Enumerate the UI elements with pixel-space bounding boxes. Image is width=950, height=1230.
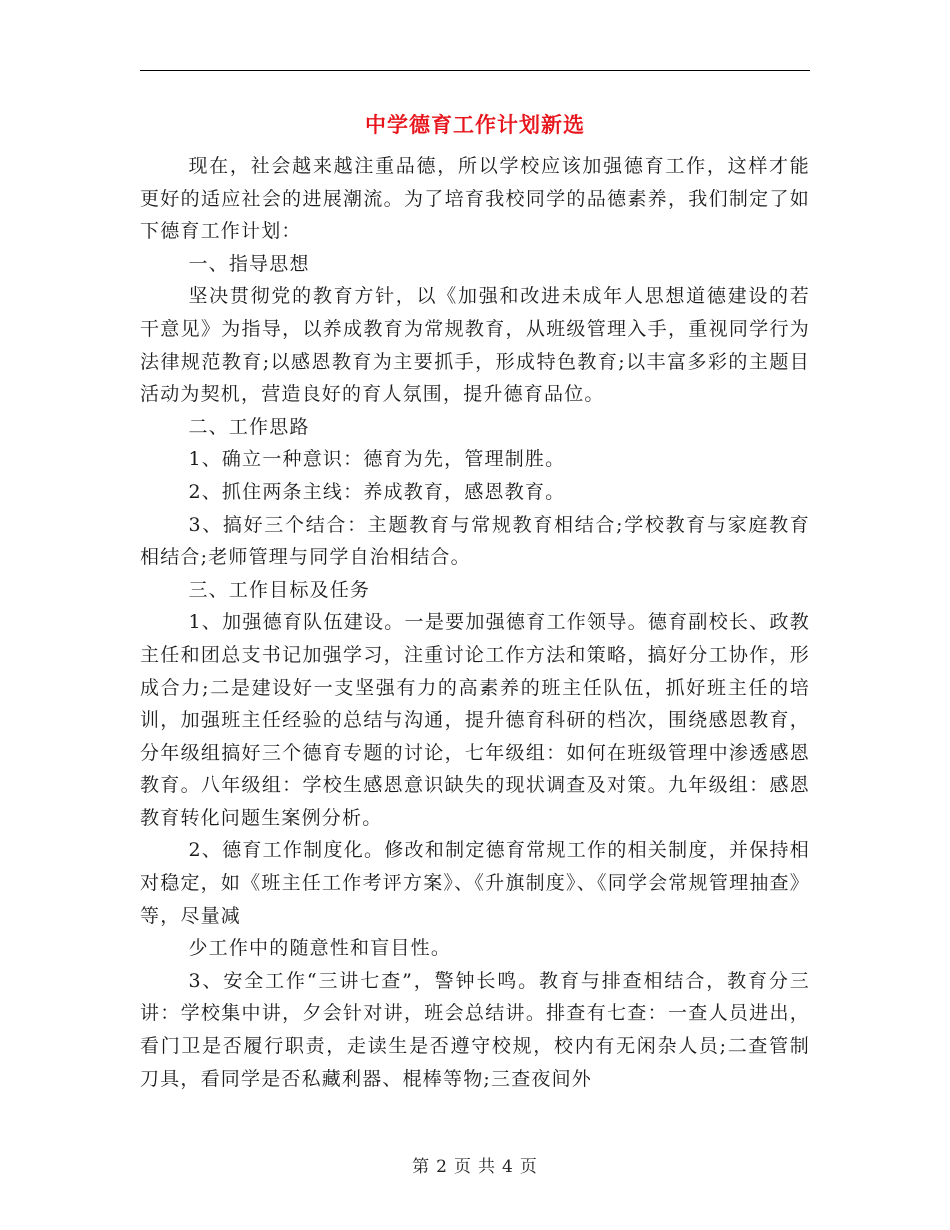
section-heading-goals-tasks: 三、工作目标及任务 bbox=[188, 578, 371, 601]
section-heading-guiding-ideology: 一、指导思想 bbox=[188, 252, 310, 275]
footer-prefix: 第 bbox=[412, 1157, 431, 1177]
document-body bbox=[140, 150, 810, 1095]
section-heading-work-approach: 二、工作思路 bbox=[188, 415, 310, 438]
approach-item-1: 1、确立一种意识：德育为先，管理制胜。 bbox=[188, 448, 566, 471]
approach-item-2: 2、抓住两条主线：养成教育，感恩教育。 bbox=[188, 480, 566, 503]
document-title: 中学德育工作计划新选 bbox=[365, 113, 585, 137]
task-item-2: 2、德育工作制度化。修改和制定德育常规工作的相关制度，并保持相对稳定，如《班主任工作考评方案》、《升旗制度》、《同学会常规管理抽查》等，尽量减 bbox=[140, 839, 810, 927]
header-rule bbox=[140, 70, 810, 71]
footer-suffix: 页 bbox=[519, 1157, 538, 1177]
guiding-ideology-paragraph: 坚决贯彻党的教育方针，以《加强和改进未成年人思想道德建设的若干意见》为指导，以养成教育为常规教育，从班级管理入手，重视同学行为法律规范教育;以感恩教育为主要抓手，形成特色教育;以丰富多彩的主题目活动为契机，营造良好的育人氛围，提升德育品位。 bbox=[140, 285, 810, 406]
approach-item-3: 3、搞好三个结合：主题教育与常规教育相结合;学校教育与家庭教育相结合;老师管理与同学自治相结合。 bbox=[140, 513, 810, 569]
footer-page-number: 2 bbox=[436, 1157, 448, 1177]
page-footer bbox=[0, 1152, 950, 1177]
footer-total-pages: 4 bbox=[502, 1157, 514, 1177]
footer-total-word: 共 bbox=[478, 1157, 496, 1177]
task-item-1: 1、加强德育队伍建设。一是要加强德育工作领导。德育副校长、政教主任和团总支书记加强学习，注重讨论工作方法和策略，搞好分工协作，形成合力;二是建设好一支坚强有力的高素养的班主任队伍，抓好班主任的培训，加强班主任经验的总结与沟通，提升德育科研的档次，围绕感恩教育，分年级组搞好三个德育专题的讨论，七年级组：如何在班级管理中渗透感恩教育。八年级组：学校生感恩意识缺失的现状调查及对策。九年级组：感恩教育转化问题生案例分析。 bbox=[140, 611, 810, 829]
intro-paragraph: 现在，社会越来越注重品德，所以学校应该加强德育工作，这样才能更好的适应社会的进展潮流。为了培育我校同学的品德素养，我们制定了如下德育工作计划： bbox=[140, 155, 810, 243]
footer-page-word: 页 bbox=[454, 1157, 472, 1177]
task-item-2-continued: 少工作中的随意性和盲目性。 bbox=[188, 937, 452, 960]
task-item-3: 3、安全工作“三讲七查”，警钟长鸣。教育与排查相结合，教育分三讲：学校集中讲，夕会针对讲，班会总结讲。排查有七查：一查人员进出，看门卫是否履行职责，走读生是否遵守校规，校内有无闲杂人员;二查管制刀具，看同学是否私藏利器、棍棒等物;三查夜间外 bbox=[140, 969, 810, 1090]
